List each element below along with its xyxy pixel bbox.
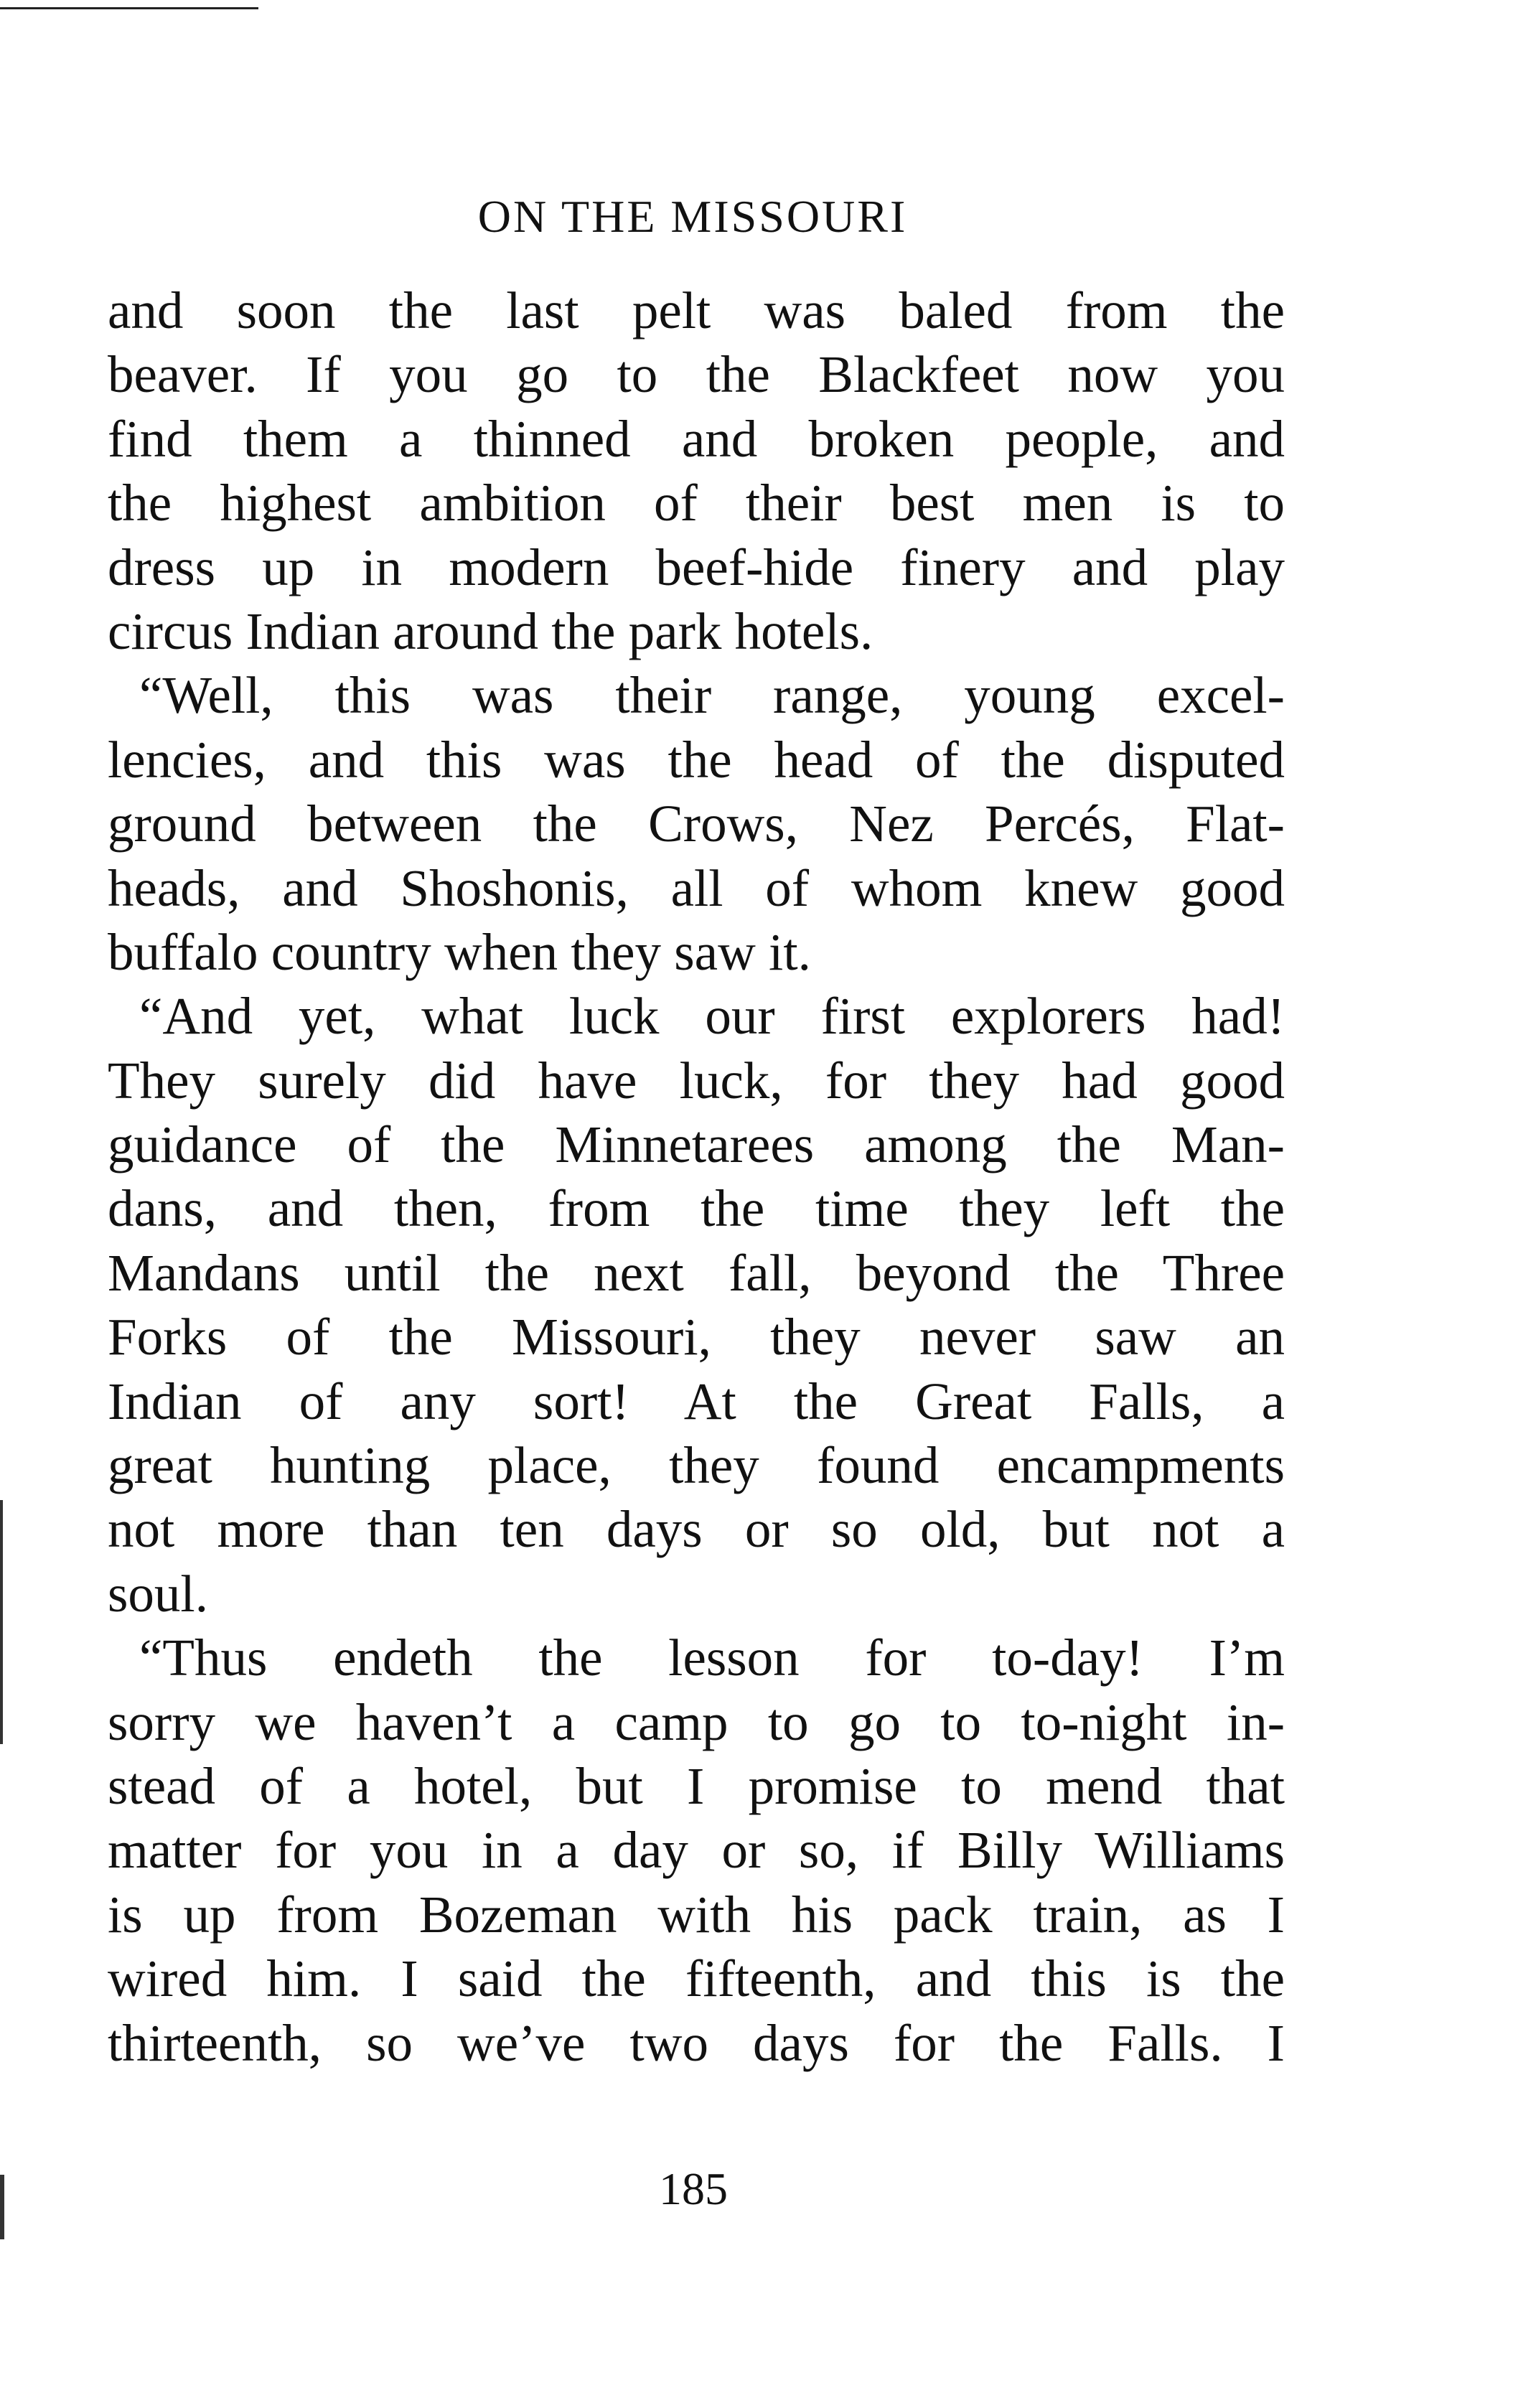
text-line: buffalo country when they saw it. xyxy=(108,922,811,981)
body-text xyxy=(108,278,1285,2075)
text-line: the highest ambition of their best men is to xyxy=(108,474,1285,533)
text-line: “And yet, what luck our first explorers had! xyxy=(139,987,1285,1046)
text-line: stead of a hotel, but I promise to mend that xyxy=(108,1756,1285,1815)
text-line: and soon the last pelt was baled from the xyxy=(108,281,1285,339)
text-line: Forks of the Missouri, they never saw an xyxy=(108,1308,1285,1367)
text-line: “Well, this was their range, young excel- xyxy=(139,666,1285,725)
text-line: wired him. I said the fifteenth, and this is the xyxy=(108,1949,1285,2008)
text-line: Indian of any sort! At the Great Falls, a xyxy=(108,1372,1285,1430)
text-line: guidance of the Minnetarees among the Man- xyxy=(108,1115,1285,1174)
text-line: heads, and Shoshonis, all of whom knew good xyxy=(108,858,1285,917)
text-line: “Thus endeth the lesson for to-day! I’m xyxy=(139,1629,1285,1687)
text-line: not more than ten days or so old, but not a xyxy=(108,1500,1285,1559)
text-line: They surely did have luck, for they had good xyxy=(108,1051,1285,1110)
running-head: ON THE MISSOURI xyxy=(477,191,908,242)
text-line: dans, and then, from the time they left the xyxy=(108,1179,1285,1238)
text-line: Mandans until the next fall, beyond the Three xyxy=(108,1243,1285,1302)
text-line: soul. xyxy=(108,1564,208,1623)
binding-edge-mark xyxy=(0,1500,3,1744)
text-line: ground between the Crows, Nez Percés, Flat- xyxy=(108,795,1285,853)
text-line: is up from Bozeman with his pack train, as I xyxy=(108,1885,1285,1944)
text-line: sorry we haven’t a camp to go to to-night in- xyxy=(108,1692,1285,1751)
top-rule xyxy=(0,7,258,9)
text-line: great hunting place, they found encampments xyxy=(108,1436,1285,1495)
page-number: 185 xyxy=(659,2163,728,2214)
text-line: find them a thinned and broken people, and xyxy=(108,409,1285,468)
text-line: lencies, and this was the head of the disputed xyxy=(108,730,1285,789)
text-line: beaver. If you go to the Blackfeet now you xyxy=(108,345,1285,404)
text-line: dress up in modern beef-hide finery and play xyxy=(108,538,1285,596)
text-line: matter for you in a day or so, if Billy Williams xyxy=(108,1821,1285,1880)
text-line: thirteenth, so we’ve two days for the Falls. I xyxy=(108,2013,1285,2072)
text-line: circus Indian around the park hotels. xyxy=(108,601,873,660)
binding-edge-mark xyxy=(0,2175,4,2239)
